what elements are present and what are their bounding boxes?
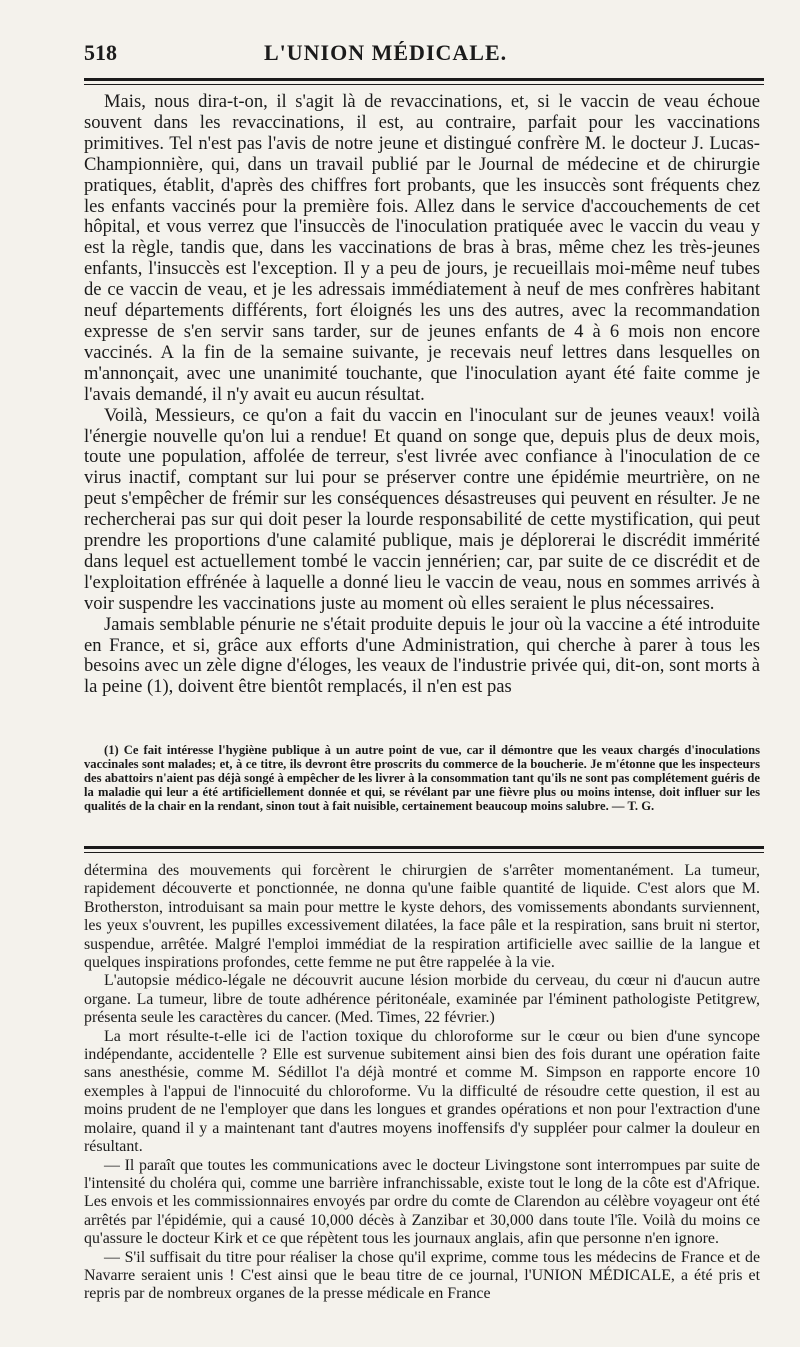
second-paragraph-3: La mort résulte-t-elle ici de l'action toxique du chloroforme sur le cœur ou bien d'une syncope indépendante, accidentelle ? Elle est survenue subitement ainsi bien des fois durant une opération faite sans anesthésie, comme M. Sédillot l'a déjà montré et comme M. Simpson en rapporte encore 10 exemples à l'appui de l'innocuité du chloroforme. Vu la difficulté de résoudre cette question, il est au moins prudent de ne l'employer que dans les longues et grandes opérations et non pour l'extraction d'une molaire, quand il y a maintenant tant d'autres moyens inoffensifs d'y suppléer pour calmer la douleur en résultant.: [84, 1027, 760, 1156]
second-paragraph-5: — S'il suffisait du titre pour réaliser la chose qu'il exprime, comme tous les médecins de France et de Navarre seraient unis ! C'est ainsi que le beau titre de ce journal, l'UNION MÉDICALE, a été pris et repris par de nombreux organes de la presse médicale en France: [84, 1248, 760, 1303]
second-paragraph-1: détermina des mouvements qui forcèrent le chirurgien de s'arrêter momentanément. La tumeur, rapidement découverte et ponctionnée, ne donna qu'une faible quantité de liquide. C'est alors que M. Brotherston, introduisant sa main pour mettre le kyste dehors, des vomissements abondants surviennent, les yeux s'ouvrent, les pupilles excessivement dilatées, la face pâle et la respiration, sans bruit ni stertor, suspendue, arrêtée. Malgré l'emploi immédiat de la respiration artificielle avec saillie de la langue et quelques inspirations profondes, cette femme ne put être rappelée à la vie.: [84, 862, 760, 972]
second-article: [84, 862, 760, 1304]
main-paragraph-3: Jamais semblable pénurie ne s'était produite depuis le jour où la vaccine a été introduite en France, et si, grâce aux efforts d'une Administration, qui cherche à parer à tous les besoins avec un zèle digne d'éloges, les veaux de l'industrie privée qui, dit-on, sont morts à la peine (1), doivent être bientôt remplacés, il n'en est pas: [84, 613, 760, 698]
page-header: [84, 40, 760, 66]
main-article: [84, 92, 760, 698]
footnote: [84, 744, 760, 814]
second-paragraph-4: — Il paraît que toutes les communications avec le docteur Livingstone sont interrompues par suite de l'intensité du choléra qui, comme une barrière infranchissable, existe tout le long de la côte est d'Afrique. Les envois et les commissionnaires envoyés par ordre du comte de Clarendon au célèbre voyageur ont été arrêtés par l'épidémie, qui a causé 10,000 décès à Zanzibar et 30,000 dans toute l'île. Voilà du moins ce qu'assure le docteur Kirk et ce que répètent tous les journaux anglais, afin que personne n'en ignore.: [84, 1156, 760, 1248]
footnote-text: (1) Ce fait intéresse l'hygiène publique à un autre point de vue, car il démontre que les veaux chargés d'inoculations vaccinales sont malades; et, à ce titre, ils devront être proscrits du commerce de la boucherie. Je m'étonne que les inspecteurs des abattoirs n'aient pas déjà songé à empêcher de les livrer à la consommation tant qu'ils ne sont pas complétement guéris de la maladie qui leur a été artificiellement donnée et qui, se révélant par une fièvre plus ou moins intense, doit influer sur les qualités de la chair en la rendant, sinon tout à fait nuisible, certainement beaucoup moins salubre. — T. G.: [84, 743, 760, 813]
section-separator-thin: [84, 852, 764, 853]
second-paragraph-2: L'autopsie médico-légale ne découvrit aucune lésion morbide du cerveau, du cœur ni d'aucun autre organe. La tumeur, libre de toute adhérence péritonéale, examinée par l'éminent pathologiste Petitgrew, présenta seule les caractères du cancer. (Med. Times, 22 février.): [84, 972, 760, 1027]
running-title: L'UNION MÉDICALE.: [264, 40, 508, 65]
header-rule: [84, 78, 764, 81]
main-paragraph-2: Voilà, Messieurs, ce qu'on a fait du vaccin en l'inoculant sur de jeunes veaux! voilà l'énergie nouvelle qu'on lui a rendue! Et quand on songe que, depuis plus de deux mois, toute une population, affolée de terreur, s'est livrée avec confiance à l'inoculation de ce virus inactif, comptant sur lui pour se préserver contre une épidémie meurtrière, on ne peut s'empêcher de frémir sur les conséquences désastreuses qui peuvent en résulter. Je ne rechercherai pas sur qui doit peser la lourde responsabilité de cette mystification, qui peut prendre les proportions d'une calamité publique, mais je déplorerai le discrédit immérité dans lequel est actuellement tombé le vaccin jennérien; car, par suite de ce discrédit et de l'exploitation effrénée à laquelle a donné lieu le vaccin de veau, nous en sommes arrivés à voir suspendre les vaccinations juste au moment où elles seraient le plus nécessaires.: [84, 404, 760, 614]
main-paragraph-1: Mais, nous dira-t-on, il s'agit là de revaccinations, et, si le vaccin de veau échoue souvent dans les revaccinations, il est, au contraire, parfait pour les vaccinations primitives. Tel n'est pas l'avis de notre jeune et distingué confrère M. le docteur J. Lucas-Championnière, qui, dans un travail publié par le Journal de médecine et de chirurgie pratiques, établit, d'après des chiffres fort probants, que les insuccès sont fréquents chez les enfants vaccinés pour la première fois. Allez dans le service d'accouchements de cet hôpital, et vous verrez que l'insuccès de l'inoculation pratiquée avec le vaccin du veau y est la règle, tandis que, dans les vaccinations de bras à bras, même chez les très-jeunes enfants, l'insuccès est l'exception. Il y a peu de jours, je recueillais moi-même neuf tubes de ce vaccin de veau, et je les adressais immédiatement à neuf de mes confrères habitant neuf départements différents, fort éloignés les uns des autres, avec la recommandation expresse de s'en servir sans tarder, sur de jeunes enfants de 4 à 6 mois non encore vaccinés. A la fin de la semaine suivante, je recevais neuf lettres dans lesquelles on m'annonçait, avec une unanimité touchante, que l'inoculation ayant été faite comme je l'avais demandé, il n'y avait eu aucun résultat.: [84, 91, 760, 405]
page-number: 518: [84, 40, 117, 65]
header-rule-thin: [84, 84, 764, 85]
section-separator: [84, 846, 764, 849]
